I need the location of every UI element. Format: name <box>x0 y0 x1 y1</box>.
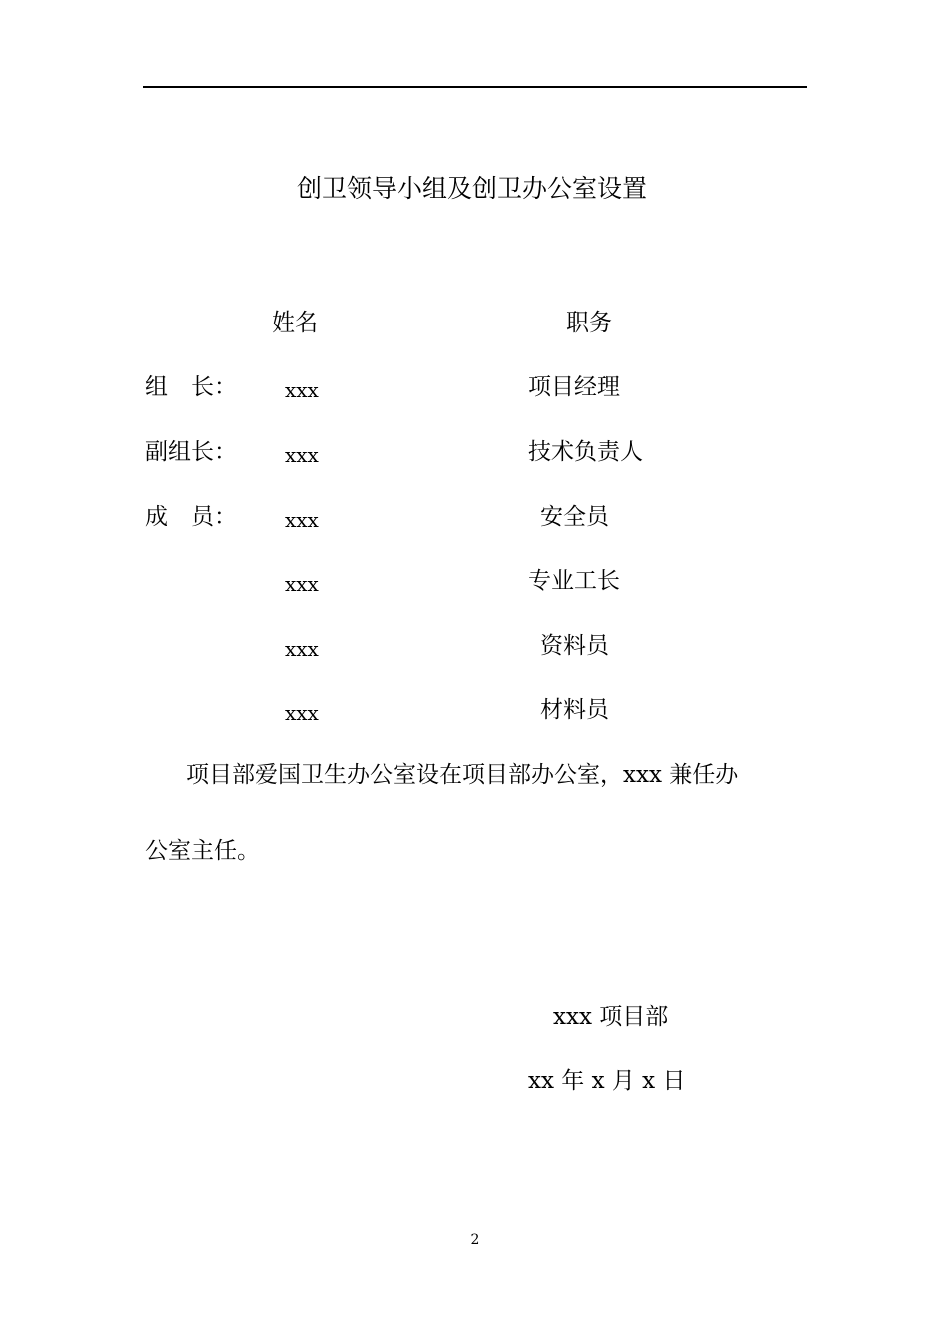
header-rule <box>143 86 807 88</box>
member-role: 专业工长 <box>528 568 620 594</box>
member-name: xxx <box>285 637 319 661</box>
member-role: 技术负责人 <box>528 439 643 465</box>
member-role: 项目经理 <box>528 374 620 400</box>
member-name: xxx <box>285 701 319 725</box>
document-title: 创卫领导小组及创卫办公室设置 <box>297 174 648 203</box>
name-column-header: 姓名 <box>272 310 318 336</box>
member-role: 材料员 <box>540 697 609 723</box>
paragraph-line: 项目部爱国卫生办公室设在项目部办公室，xxx 兼任办 <box>186 762 739 788</box>
signature: xxx 项目部 <box>553 1004 669 1030</box>
member-label: 成 员： <box>145 504 237 530</box>
member-name: xxx <box>285 508 319 532</box>
member-name: xxx <box>285 572 319 596</box>
member-name: xxx <box>285 378 319 402</box>
member-label: 副组长： <box>145 439 237 465</box>
member-role: 资料员 <box>540 633 609 659</box>
member-role: 安全员 <box>540 504 609 530</box>
page-number: 2 <box>470 1232 480 1248</box>
date: xx 年 x 月 x 日 <box>528 1068 686 1094</box>
role-column-header: 职务 <box>566 310 612 336</box>
paragraph-line: 公室主任。 <box>145 838 260 864</box>
member-name: xxx <box>285 443 319 467</box>
member-label: 组 长： <box>145 374 237 400</box>
